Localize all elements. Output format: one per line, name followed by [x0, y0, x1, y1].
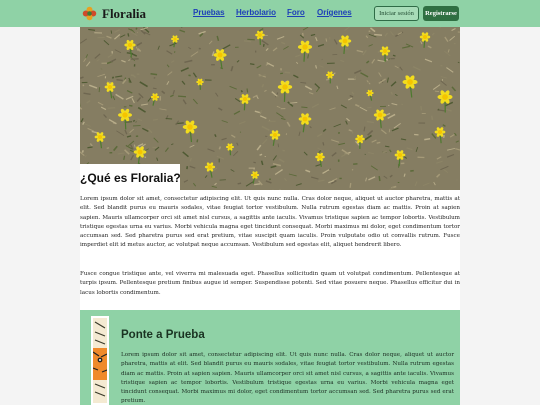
quiz-illustration	[91, 316, 109, 405]
register-button[interactable]: Registrarse	[423, 6, 459, 21]
brand[interactable]	[82, 4, 146, 23]
flower-logo-icon	[82, 6, 97, 21]
page-title: ¿Qué es Floralia?	[80, 171, 181, 185]
section-title: Ponte a Prueba	[121, 329, 205, 341]
intro-paragraph: Lorem ipsum dolor sit amet, consectetur adipiscing elit. Ut quis nunc nulla. Cras dolor neque, aliquet ut auctor pharetra, mattis at elit. Sed blandit purus eu mauris sodales, vitae feugiat tortor vestibulum. Nulla rutrum egestas diam ac mattis. Proin at sapien sapien. Mauris ullamcorper orci sit amet nisl cursus, a sagittis ante iaculis. Vivamus tristique sapien ac tempor lobortis. Vestibulum tristique egestas urna eu varius. Morbi vehicula magna eget tincidunt consequat. Morbi maximus mi dolor, eget condimentum tortor accumsan sed. Sed pharetra purus sed erat pretium, vitae suscipit quam iaculis. Proin vulputate odio ut convallis rutrum. Fusce imperdiet elit id metus auctor, ac volutpat neque accumsan. Vestibulum sed egestas elit, aliquet hendrerit libero.	[80, 196, 460, 249]
section-text: Lorem ipsum dolor sit amet, consectetur adipiscing elit. Ut quis nunc nulla. Cras dolor neque, aliquet ut auctor pharetra, mattis at elit. Sed blandit purus eu mauris sodales, vitae feugiat tortor vestibulum. Nulla rutrum egestas diam ac mattis. Proin at sapien sapien. Mauris ullamcorper orci sit amet nisl cursus, a sagittis ante iaculis. Vivamus tristique sapien ac tempor lobortis. Vestibulum tristique egestas urna eu varius. Morbi vehicula magna eget tincidunt consequat. Morbi maximus mi dolor, eget condimentum tortor accumsan sed. Sed pharetra purus sed erat pretium.	[121, 352, 454, 405]
main-content	[80, 27, 460, 405]
quiz-section	[80, 310, 460, 405]
nav-link-pruebas[interactable]: Pruebas	[193, 8, 225, 17]
top-navbar	[0, 0, 540, 27]
brand-name: Floralia	[102, 5, 147, 21]
second-paragraph: Fusce congue tristique ante, vel viverra mi malesuada eget. Phasellus sollicitudin quam ut volutpat condimentum. Pellentesque at turpis ipsum. Pellentesque pretium finibus augue id semper. Suspendisse potenti. Sed vitae posuere neque. Phasellus efficitur dui in lacus lobortis condimentum.	[80, 271, 460, 296]
login-button[interactable]: Iniciar sesión	[374, 6, 419, 21]
nav-link-herbolario[interactable]: Herbolario	[236, 8, 277, 17]
nav-link-origenes[interactable]: Orígenes	[317, 8, 352, 17]
tiger-illustration	[93, 318, 107, 403]
nav-link-foro[interactable]: Foro	[287, 8, 305, 17]
